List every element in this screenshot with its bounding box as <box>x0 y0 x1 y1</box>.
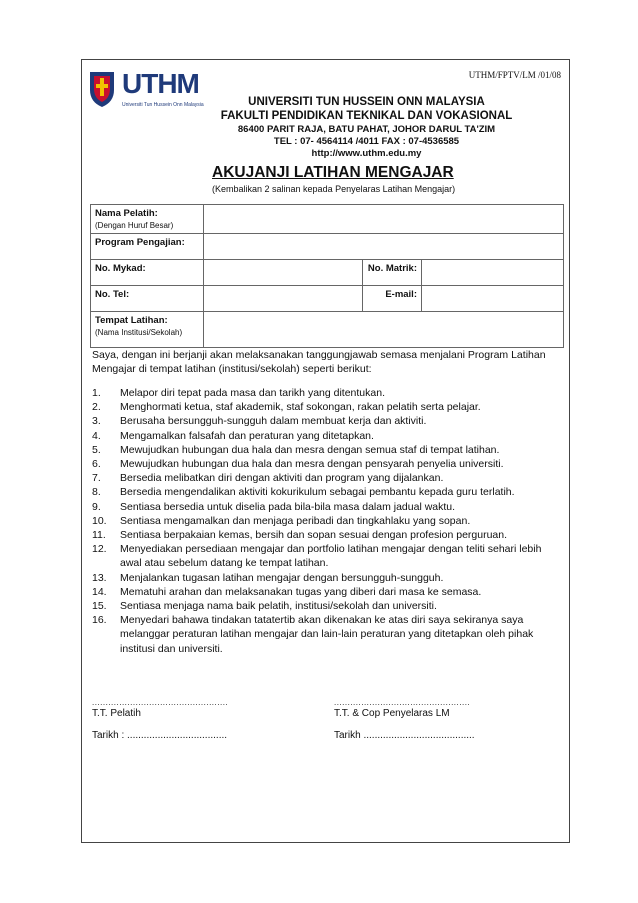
logo-subtext: Universiti Tun Hussein Onn Malaysia <box>122 102 204 108</box>
coordinator-signature-label: T.T. & Cop Penyelaras LM <box>334 708 450 719</box>
matrik-label: No. Matrik: <box>367 263 417 274</box>
pledge-item <box>92 613 562 656</box>
university-name: UNIVERSITI TUN HUSSEIN ONN MALAYSIA <box>248 96 485 108</box>
nama-field[interactable] <box>204 205 564 234</box>
pledge-item-number: 3. <box>92 415 101 428</box>
tel-label-cell <box>91 286 204 312</box>
pledge-item-text: Menyediakan persediaan mengajar dan portfolio latihan mengajar dengan teliti sehari lebih awal atau sebelum datang ke tempat latihan. <box>120 543 542 570</box>
pledge-item <box>92 400 562 414</box>
coordinator-date: Tarikh ........................................ <box>334 730 475 741</box>
pledge-item <box>92 429 562 443</box>
faculty-name: FAKULTI PENDIDIKAN TEKNIKAL DAN VOKASIONAL <box>220 110 513 122</box>
tempat-note: (Nama Institusi/Sekolah) <box>95 328 183 337</box>
pledge-item-text: Melapor diri tepat pada masa dan tarikh yang ditentukan. <box>120 387 385 399</box>
program-label: Program Pengajian: <box>95 237 185 248</box>
tel-label: No. Tel: <box>95 289 130 300</box>
pledge-item-number: 1. <box>92 387 101 399</box>
pledge-item-number: 11. <box>92 529 106 542</box>
pledge-item-text: Sentiasa berpakaian kemas, bersih dan sopan sesuai dengan profesion perguruan. <box>120 529 508 542</box>
pledge-item <box>92 386 562 400</box>
document-reference: UTHM/FPTV/LM /01/08 <box>468 70 561 80</box>
pledge-item-number: 5. <box>92 443 101 456</box>
pledge-item-number: 9. <box>92 500 101 513</box>
instruction-note: (Kembalikan 2 salinan kepada Penyelaras Latihan Mengajar) <box>212 184 456 194</box>
pledge-item-text: Bersedia melibatkan diri dengan aktiviti dan program yang dijalankan. <box>120 472 444 485</box>
pledge-item-text: Sentiasa bersedia untuk diselia pada bila-bila masa dalam jadual waktu. <box>120 500 456 513</box>
pledge-item-number: 12. <box>92 543 107 556</box>
pledge-item <box>92 528 562 542</box>
coordinator-signature-line: .................................................. <box>334 698 471 707</box>
pledge-item <box>92 414 562 428</box>
pledge-item <box>92 471 562 485</box>
pledge-item-text: Mewujudkan hubungan dua hala dan mesra dengan pensyarah penyelia universiti. <box>120 458 504 471</box>
pledge-item-text: Menghormati ketua, staf akademik, staf sokongan, rakan pelatih serta pelajar. <box>120 401 481 414</box>
pledge-item-text: Bersedia mengendalikan aktiviti kokurikulum sebagai pembantu kepada guru terlatih. <box>120 486 515 499</box>
pledge-item-number: 15. <box>92 600 107 613</box>
pledge-item <box>92 514 562 528</box>
program-label-cell <box>91 234 204 260</box>
trainee-signature-label: T.T. Pelatih <box>92 708 141 719</box>
tel-field[interactable] <box>204 286 363 312</box>
email-label: E-mail: <box>385 289 417 300</box>
pledge-item-number: 6. <box>92 458 101 471</box>
pledge-item-text: Mematuhi arahan dan melaksanakan tugas yang diberi dari masa ke semasa. <box>120 585 482 598</box>
pledge-item-number: 4. <box>92 429 101 442</box>
nama-label-cell <box>91 205 204 234</box>
pledge-item-number: 14. <box>92 585 107 598</box>
crest-icon <box>86 68 118 108</box>
form-page <box>81 59 570 843</box>
email-label-cell <box>363 286 422 312</box>
pledge-item <box>92 443 562 457</box>
website-line: http://www.uthm.edu.my <box>311 148 422 159</box>
pledge-item <box>92 571 562 585</box>
program-field[interactable] <box>204 234 564 260</box>
tempat-field[interactable] <box>204 312 564 348</box>
pledge-item-text: Mewujudkan hubungan dua hala dan mesra dengan semua staf di tempat latihan. <box>120 443 500 456</box>
mykad-field[interactable] <box>204 260 363 286</box>
nama-label: Nama Pelatih: <box>95 208 158 219</box>
matrik-field[interactable] <box>422 260 564 286</box>
pledge-item-number: 2. <box>92 401 101 414</box>
pledge-item <box>92 542 562 570</box>
nama-note: (Dengan Huruf Besar) <box>95 221 174 230</box>
logo-text: UTHM <box>122 68 199 99</box>
pledge-item <box>92 457 562 471</box>
mykad-label: No. Mykad: <box>95 263 146 274</box>
pledge-list <box>92 386 562 656</box>
intro-paragraph: Saya, dengan ini berjanji akan melaksanakan tanggungjawab semasa menjalani Program Latihan Mengajar di tempat latihan (institusi/sekolah) seperti berikut: <box>92 349 546 375</box>
pledge-item-number: 8. <box>92 486 101 499</box>
tempat-label-cell <box>91 312 204 348</box>
pledge-item-text: Mengamalkan falsafah dan peraturan yang ditetapkan. <box>120 429 374 442</box>
contact-line: TEL : 07- 4564114 /4011 FAX : 07-4536585 <box>273 136 460 147</box>
pledge-item <box>92 500 562 514</box>
pledge-item-text: Sentiasa menjaga nama baik pelatih, institusi/sekolah dan universiti. <box>120 600 437 613</box>
address-line: 86400 PARIT RAJA, BATU PAHAT, JOHOR DARUL TA'ZIM <box>237 124 496 135</box>
pledge-item-number: 13. <box>92 571 107 584</box>
mykad-label-cell <box>91 260 204 286</box>
pledge-item-number: 16. <box>92 614 107 627</box>
pledge-item-text: Sentiasa mengamalkan dan menjaga peribadi dan tingkahlaku yang sopan. <box>120 514 471 527</box>
tempat-label: Tempat Latihan: <box>95 315 168 326</box>
pledge-item-text: Berusaha bersungguh-sungguh dalam membuat kerja dan aktiviti. <box>120 415 427 428</box>
matrik-label-cell <box>363 260 422 286</box>
pledge-item-number: 7. <box>92 472 101 485</box>
pledge-item <box>92 599 562 613</box>
trainee-date: Tarikh : .................................... <box>92 730 228 741</box>
pledge-item-number: 10. <box>92 514 107 527</box>
pledge-item-text: Menjalankan tugasan latihan mengajar dengan bersungguh-sungguh. <box>120 571 444 584</box>
pledge-item <box>92 485 562 499</box>
trainee-signature-line: .................................................. <box>92 698 229 707</box>
pledge-item <box>92 585 562 599</box>
pledge-item-text: Menyedari bahawa tindakan tatatertib akan dikenakan ke atas diri saya sekiranya saya melanggar peraturan latihan mengajar dan lain-lain peraturan yang ditetapkan oleh pihak institusi dan universiti. <box>120 614 534 655</box>
page-title: AKUJANJI LATIHAN MENGAJAR <box>212 164 454 181</box>
email-field[interactable] <box>422 286 564 312</box>
trainee-info-table <box>90 204 564 348</box>
